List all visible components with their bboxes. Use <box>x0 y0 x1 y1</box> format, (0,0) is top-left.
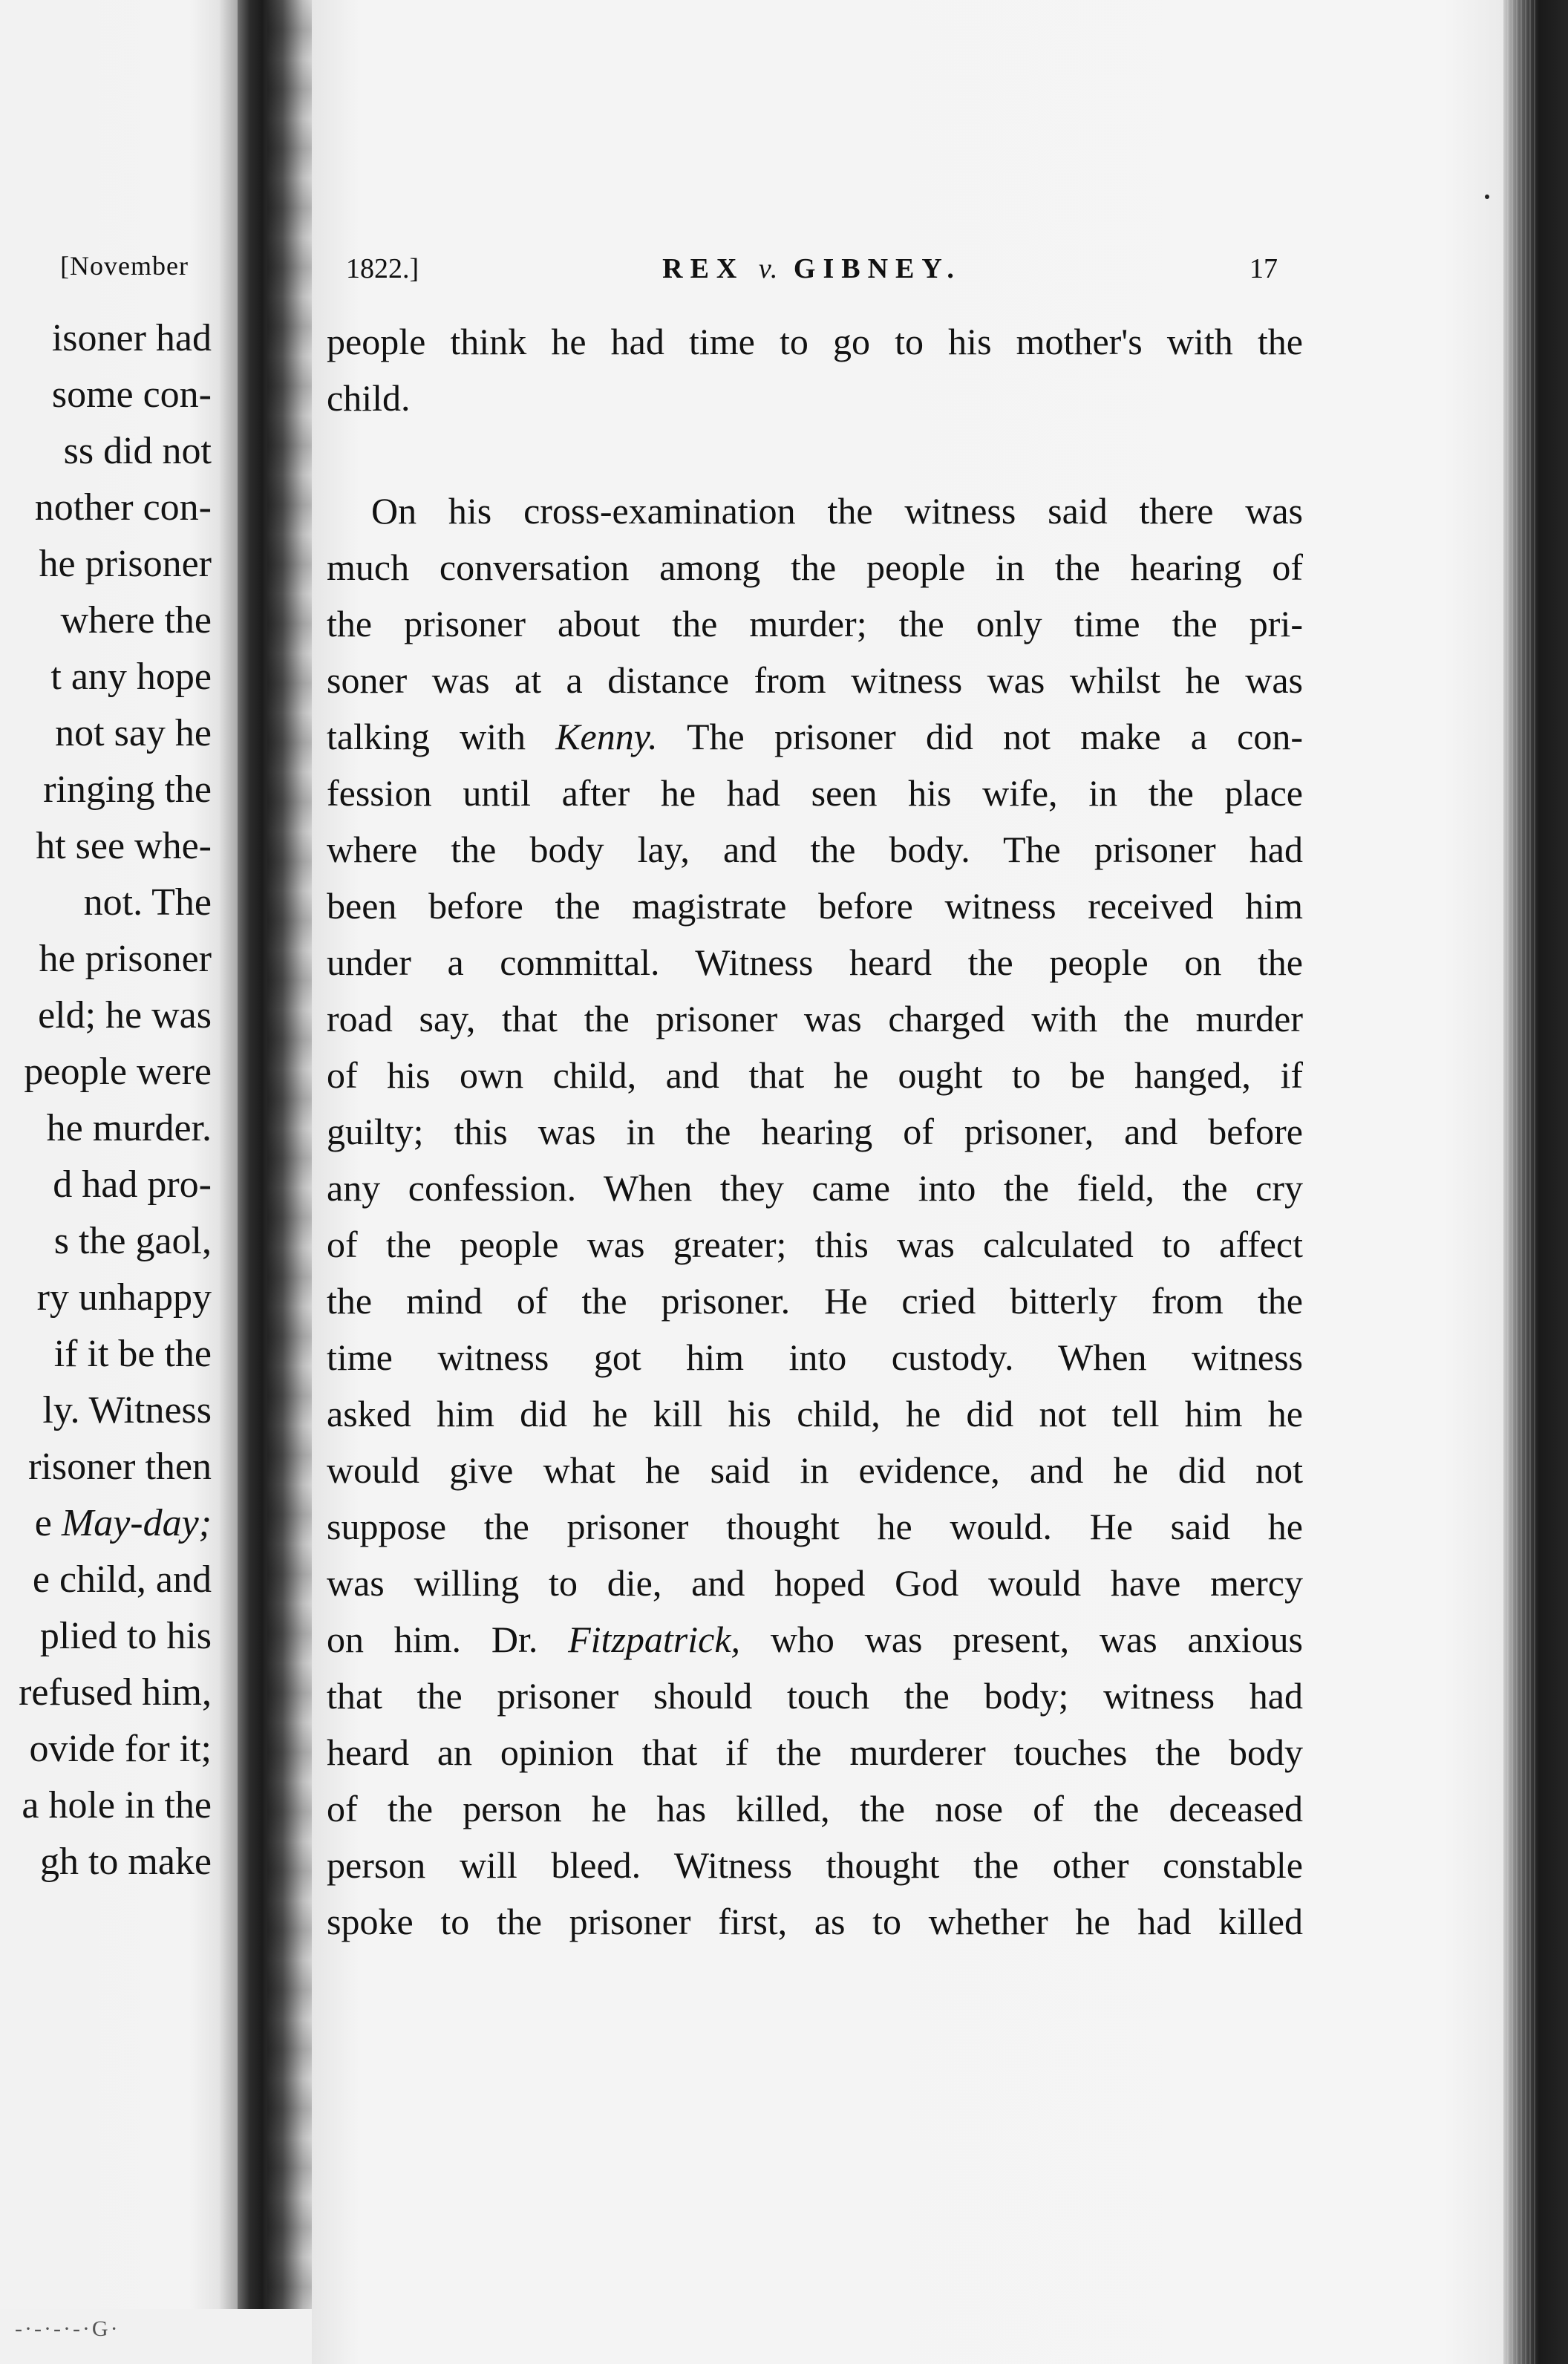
left-line: where the <box>60 599 212 641</box>
left-line: not say he <box>55 712 212 754</box>
page-body <box>327 313 1303 1950</box>
text-line: of the person he has killed, the nose of the deceased <box>327 1788 1303 1829</box>
left-line: isoner had <box>51 317 212 359</box>
running-title <box>346 252 1278 285</box>
left-line: refused him, <box>19 1671 212 1714</box>
bottom-artifact-text: -·-·-·-·G· <box>15 2316 120 2341</box>
text-line: was willing to die, and hoped God would have mercy <box>327 1562 1303 1604</box>
text-line: On his cross-examination the witness said there was <box>371 490 1303 532</box>
text-line: of his own child, and that he ought to be hanged, if <box>327 1054 1303 1096</box>
text-line-with-italic <box>327 708 1303 765</box>
left-italic-fragment: May-day; <box>61 1502 212 1544</box>
left-line: a hole in the <box>22 1784 212 1826</box>
left-line: ry unhappy <box>36 1276 212 1319</box>
text-line-with-italic <box>327 1611 1303 1668</box>
left-line: t any hope <box>50 656 212 698</box>
italic-name-fitzpatrick: Fitzpatrick, <box>568 1619 741 1660</box>
text-line: soner was at a distance from witness was whilst he was <box>327 659 1303 701</box>
running-header <box>346 252 1278 290</box>
previous-page-fragment <box>0 0 238 2364</box>
page-number: 17 <box>1250 253 1278 284</box>
left-line: he prisoner <box>39 938 212 980</box>
page-edge-lines <box>1507 0 1537 2364</box>
left-line: ly. Witness <box>42 1389 212 1431</box>
left-line: people were <box>24 1051 212 1093</box>
running-title-right: GIBNEY. <box>793 253 961 284</box>
text-line: would give what he said in evidence, and he did not <box>327 1449 1303 1491</box>
text-line: time witness got him into custody. When witness <box>327 1336 1303 1378</box>
text-line: been before the magistrate before witness received him <box>327 885 1303 927</box>
running-title-left: REX <box>662 253 745 284</box>
left-line: he prisoner <box>39 543 212 585</box>
text-line: the prisoner about the murder; the only time the pri- <box>327 603 1303 644</box>
left-line: some con- <box>51 373 212 416</box>
running-title-versus: v. <box>758 253 780 284</box>
text-line: much conversation among the people in the hearing of <box>327 546 1303 588</box>
text-line: fession until after he had seen his wife, in the place <box>327 772 1303 814</box>
left-line: plied to his <box>39 1615 212 1657</box>
text-line: heard an opinion that if the murderer touches the body <box>327 1731 1303 1773</box>
left-line: ovide for it; <box>29 1728 212 1770</box>
text-line: under a committal. Witness heard the people on the <box>327 941 1303 983</box>
gutter-shadow <box>267 0 312 2364</box>
left-line: he murder. <box>46 1107 212 1149</box>
left-line: ringing the <box>43 768 212 811</box>
left-line: risoner then <box>28 1446 212 1488</box>
left-line-italic: e May-day; <box>34 1502 212 1544</box>
text-fragment: on him. Dr. <box>327 1619 538 1660</box>
text-line: where the body lay, and the body. The prisoner had <box>327 829 1303 870</box>
left-page-text <box>0 310 212 1890</box>
dust-speck <box>1485 195 1489 199</box>
text-line: person will bleed. Witness thought the other constable <box>327 1844 1303 1886</box>
text-line: asked him did he kill his child, he did not tell him he <box>327 1393 1303 1434</box>
left-line: e child, and <box>32 1558 212 1601</box>
text-line: the mind of the prisoner. He cried bitterly from the <box>327 1280 1303 1322</box>
paragraph-gap <box>327 426 1303 483</box>
left-line: nother con- <box>34 486 212 529</box>
left-line: d had pro- <box>53 1163 212 1206</box>
text-line: suppose the prisoner thought he would. He said he <box>327 1506 1303 1547</box>
left-line: ss did not <box>63 430 212 472</box>
left-line: if it be the <box>53 1333 212 1375</box>
left-line: s the gaol, <box>53 1220 212 1262</box>
text-line: child. <box>327 377 411 419</box>
text-line: people think he had time to go to his mother's with the <box>327 321 1303 362</box>
current-page <box>312 0 1503 2364</box>
text-fragment: The prisoner did not make a con- <box>687 716 1303 757</box>
text-line: any confession. When they came into the field, the cry <box>327 1167 1303 1209</box>
italic-name-kenny: Kenny. <box>555 716 658 757</box>
text-line: spoke to the prisoner first, as to whether he had killed <box>327 1901 1303 1942</box>
text-line: that the prisoner should touch the body; witness had <box>327 1675 1303 1717</box>
left-line: eld; he was <box>38 994 212 1036</box>
left-line: ht see whe- <box>36 825 212 867</box>
text-line: guilty; this was in the hearing of prisoner, and before <box>327 1111 1303 1152</box>
text-line: of the people was greater; this was calculated to affect <box>327 1224 1303 1265</box>
text-fragment: talking with <box>327 716 526 757</box>
text-fragment: who was present, was anxious <box>770 1619 1303 1660</box>
text-line: road say, that the prisoner was charged with the murder <box>327 998 1303 1039</box>
left-running-header: [November <box>60 251 189 281</box>
left-line: gh to make <box>39 1841 212 1883</box>
left-line: not. The <box>83 881 212 924</box>
header-year: 1822.] <box>346 253 419 284</box>
